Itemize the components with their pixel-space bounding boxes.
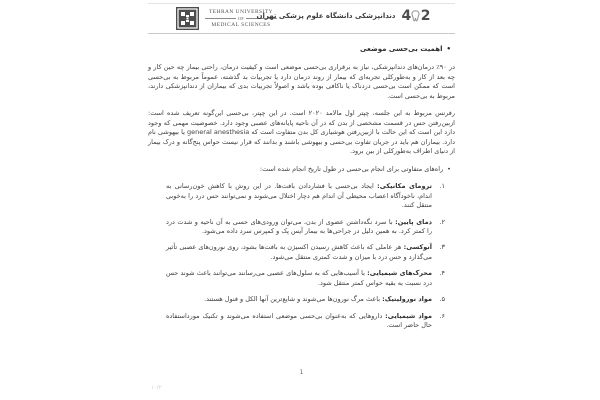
paragraph-2: رفرنس مربوط به این جلسه، چپتر اول مالامد ۲۰۲۰ است. در این چپتر، بی‌حسی این‌گونه تعریف شده است: ازبین‌رفتن حس در قسمت مشخصی از بدن که در آن ناحیه پایانه‌های عصبی وجود دارد. خصوصیت مهمی که وجود دارد این است که این حالت با ازبین‌رفتن هوشیاری کل بدن متفاوت است که general anesthesia یا بیهوشی نام دارد. بیماران هم باید در جریان تفاوت بی‌حسی و بیهوشی باشند و بدانند که قرار نیست حواس پنج‌گانه و درک بیمار از دنیای اطراف به‌طورکلی از بین برود. bbox=[148, 109, 456, 156]
digit-2: 2 bbox=[420, 8, 430, 24]
anesthesia-methods-list bbox=[166, 182, 445, 331]
bullet-icon: • bbox=[447, 164, 451, 173]
list-item-term: مواد نورولیتیک: bbox=[382, 295, 432, 304]
department-title-fa: دندانپزشکی دانشگاه علوم پزشکی تهران bbox=[256, 12, 396, 20]
list-item-number: ۴. bbox=[439, 269, 445, 278]
list-intro-text: راه‌های متفاوتی برای انجام بی‌حسی در طول تاریخ انجام شده است: bbox=[259, 164, 444, 173]
header-bottom-rule bbox=[148, 33, 455, 34]
list-item-text: باعث مرگ نورون‌ها می‌شوند و شایع‌ترین آنها الکل و فنول هستند. bbox=[204, 295, 381, 304]
document-body bbox=[148, 42, 455, 338]
list-item-number: ۲. bbox=[439, 217, 445, 226]
list-item-term: ترومای مکانیکی: bbox=[377, 182, 432, 191]
paragraph-1: در ۹۰٪ درمان‌های دندانپزشکی، نیاز به برقراری بی‌حسی موضعی است و کیفیت درمان، راحتی بیمار چه حین کار و چه بعد از کار و به‌طورکلی تجربه‌ای که بیمار از روند درمان دارد یا تجربیات بد گذشته، عموماً مربوط به بی‌حسی است که ممکن است بی‌حسی دردناک یا ناکافی بوده باشد و اصولاً تجربیات بدی که بیماران از دندانپزشکی دارند، مربوط به بی‌حسی است. bbox=[148, 63, 455, 100]
list-item-text: هر عاملی که باعث کاهش رسیدن اکسیژن به بافت‌ها بشود، روی نورون‌های عصبی تأثیر می‌گذارد و حس درد با میزان و شدت کمتری منتقل می‌شود. bbox=[166, 243, 432, 261]
list-item bbox=[166, 295, 445, 304]
section-title bbox=[148, 44, 451, 54]
list-item-number: ۱. bbox=[439, 182, 445, 191]
digit-4: 4 bbox=[401, 8, 411, 24]
list-item-term: دمای پایین: bbox=[395, 217, 432, 226]
list-item bbox=[166, 312, 445, 331]
list-item-term: آنوکسی: bbox=[403, 243, 432, 252]
tooth-icon bbox=[411, 10, 420, 22]
list-item-term: محرک‌های شیمیایی: bbox=[367, 269, 432, 278]
list-item-number: ۶. bbox=[439, 311, 445, 320]
list-item-text: داروهایی که به‌عنوان بی‌حسی موضعی استفاده می‌شوند و تکنیک مورداستفاده حال حاضر است. bbox=[166, 311, 432, 330]
list-item-body bbox=[166, 312, 432, 331]
list-item-body bbox=[166, 269, 432, 288]
list-item-text: با سرد نگه‌داشتن عضوی از بدن، می‌توان ورودی‌های حسی به آن ناحیه و شدت درد را کمتر کرد. به همین دلیل در جراحی‌ها به بیمار آیس پک و کمپرس سرد داده می‌شود. bbox=[166, 217, 432, 235]
list-item-number: ۵. bbox=[439, 295, 445, 304]
header-right-group bbox=[256, 8, 430, 24]
list-item-term: مواد شیمیایی: bbox=[385, 311, 432, 320]
year-402-logo bbox=[402, 8, 431, 24]
list-item-text: با آسیب‌هایی که به سلول‌های عصبی می‌رسانند می‌توانند باعث شوند حس درد نسبت به بقیه حواس کمتر منتقل شود. bbox=[166, 269, 432, 287]
university-seal-icon bbox=[176, 7, 199, 30]
list-item bbox=[166, 218, 445, 237]
list-item bbox=[166, 182, 445, 210]
university-line3: MEDICAL SCIENCES bbox=[211, 22, 271, 28]
page-number: 1 bbox=[299, 369, 304, 376]
section-title-text: اهمیت بی‌حسی موضعی bbox=[359, 45, 443, 53]
university-line1: TEHRAN UNIVERSITY bbox=[208, 9, 274, 15]
list-item-text: ایجاد بی‌حسی با فشاردادن بافت‌ها. در این روش با کاهش خون‌رسانی به اندام، ناخودآگاه اعصاب محیطی آن اندام هم دچار اختلال می‌شوند و نمی‌توانند حس درد را به‌خوبی منتقل کنند. bbox=[166, 182, 432, 210]
page-top-rule bbox=[148, 3, 455, 4]
list-intro bbox=[148, 165, 451, 174]
list-item bbox=[166, 243, 445, 262]
university-line2: OF bbox=[237, 16, 245, 21]
divider-rule-left bbox=[205, 18, 236, 19]
list-item-number: ۳. bbox=[439, 243, 445, 252]
bullet-icon: • bbox=[446, 45, 451, 53]
list-item-body bbox=[166, 295, 432, 304]
list-item-body bbox=[166, 243, 432, 262]
list-item-body bbox=[166, 182, 432, 210]
corner-note: ۱۰/۲ bbox=[151, 385, 162, 391]
list-item-body bbox=[166, 218, 432, 237]
list-item bbox=[166, 269, 445, 288]
